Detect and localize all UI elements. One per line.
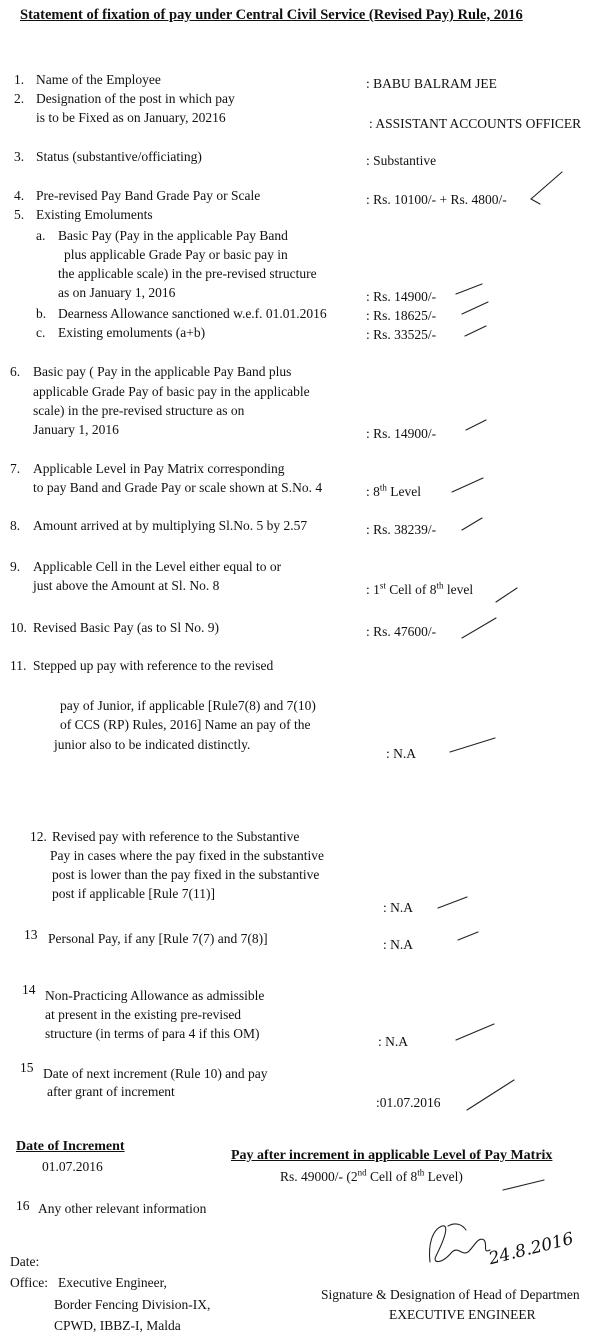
item-label: to pay Band and Grade Pay or scale shown at S.No. 4 — [33, 480, 323, 495]
tick-mark — [456, 1024, 494, 1040]
item-number: 6. — [10, 364, 21, 379]
dearness-allowance-value: : Rs. 18625/- — [366, 308, 437, 323]
signature-date: 24.8.2016 — [486, 1228, 576, 1270]
tick-mark — [496, 588, 517, 602]
item-number: 1. — [14, 72, 25, 87]
item-label: Basic pay ( Pay in the applicable Pay Band plus — [33, 364, 292, 379]
item-label: Existing emoluments (a+b) — [58, 325, 206, 340]
status-value: : Substantive — [366, 153, 437, 168]
item-number: 15 — [20, 1060, 34, 1075]
item-number: 5. — [14, 207, 25, 222]
item-label: structure (in terms of para 4 if this OM) — [45, 1026, 260, 1041]
item-number: 2. — [14, 91, 25, 106]
sub-item-letter: b. — [36, 306, 47, 321]
applicable-cell-value: : 1st Cell of 8th level — [366, 580, 474, 597]
basic-pay-value: : Rs. 14900/- — [366, 289, 437, 304]
item-label: plus applicable Grade Pay or basic pay in — [64, 247, 288, 262]
item-label: Applicable Level in Pay Matrix corresponding — [33, 461, 285, 476]
item-number: 11. — [10, 658, 27, 673]
date-of-increment-value: 01.07.2016 — [42, 1159, 103, 1174]
item-label: Date of next increment (Rule 10) and pay — [43, 1066, 268, 1081]
item-number: 8. — [10, 518, 21, 533]
item-label: post if applicable [Rule 7(11)] — [52, 886, 215, 901]
item-number: 14 — [22, 982, 36, 997]
employee-name-value: : BABU BALRAM JEE — [366, 76, 497, 91]
item-label: Status (substantive/officiating) — [36, 149, 202, 164]
item-number: 4. — [14, 188, 25, 203]
office-line: CPWD, IBBZ-I, Malda — [54, 1318, 181, 1333]
item-label: scale) in the pre-revised structure as on — [33, 403, 245, 418]
tick-mark — [462, 302, 488, 314]
npa-value: : N.A — [378, 1034, 408, 1049]
item-label: pay of Junior, if applicable [Rule7(8) and 7(10) — [60, 698, 316, 713]
item-label: Name of the Employee — [36, 72, 161, 87]
tick-mark — [458, 932, 478, 940]
office-label: Office: — [10, 1275, 48, 1290]
item-label: Amount arrived at by multiplying Sl.No. 5 by 2.57 — [33, 518, 308, 533]
basic-pay-6-value: : Rs. 14900/- — [366, 426, 437, 441]
item-label: Designation of the post in which pay — [36, 91, 235, 106]
item-label: Pay in cases where the pay fixed in the substantive — [50, 848, 325, 863]
item-label: after grant of increment — [47, 1084, 175, 1099]
item-number: 16 — [16, 1198, 30, 1213]
item-number: 10. — [10, 620, 27, 635]
item-label: Dearness Allowance sanctioned w.e.f. 01.01.2016 — [58, 306, 327, 321]
document-title: Statement of fixation of pay under Central Civil Service (Revised Pay) Rule, 2016 — [20, 7, 523, 23]
tick-mark — [452, 478, 483, 492]
pay-level-value: : 8th Level — [366, 482, 422, 499]
item-label: is to be Fixed as on January, 20216 — [36, 110, 226, 125]
tick-mark — [462, 518, 482, 530]
designation-value: : ASSISTANT ACCOUNTS OFFICER — [369, 116, 582, 131]
tick-mark — [465, 326, 486, 336]
revised-basic-pay-value: : Rs. 47600/- — [366, 624, 437, 639]
item-label: Pre-revised Pay Band Grade Pay or Scale — [36, 188, 261, 203]
tick-mark — [467, 1080, 514, 1110]
signature-scribble — [448, 1224, 466, 1230]
tick-mark — [462, 618, 496, 638]
item-label: at present in the existing pre-revised — [45, 1007, 242, 1022]
signature-label: Signature & Designation of Head of Departmen — [321, 1287, 580, 1302]
item-label: the applicable scale) in the pre-revised structure — [58, 266, 317, 281]
item-number: 12. — [30, 829, 47, 844]
item-label: Stepped up pay with reference to the revised — [33, 658, 274, 673]
next-increment-date-value: :01.07.2016 — [376, 1095, 441, 1110]
item-label: of CCS (RP) Rules, 2016] Name an pay of the — [60, 717, 311, 732]
pay-after-increment-value: Rs. 49000/- (2nd Cell of 8th Level) — [280, 1167, 463, 1184]
item-number: 7. — [10, 461, 21, 476]
amount-arrived-value: : Rs. 38239/- — [366, 522, 437, 537]
office-line: Border Fencing Division-IX, — [54, 1297, 211, 1312]
item-label: Any other relevant information — [38, 1201, 207, 1216]
item-label: Personal Pay, if any [Rule 7(7) and 7(8)] — [48, 931, 268, 946]
item-label: Basic Pay (Pay in the applicable Pay Band — [58, 228, 288, 243]
tick-mark — [450, 738, 495, 752]
sub-item-letter: c. — [36, 325, 46, 340]
date-of-increment-heading: Date of Increment — [16, 1139, 125, 1154]
item-label: post is lower than the pay fixed in the substantive — [52, 867, 320, 882]
tick-mark — [438, 897, 467, 908]
item-label: Non-Practicing Allowance as admissible — [45, 988, 265, 1003]
tick-mark — [503, 1180, 544, 1190]
signature-scribble — [430, 1226, 491, 1262]
tick-mark — [456, 284, 482, 294]
signatory-designation: EXECUTIVE ENGINEER — [389, 1307, 536, 1322]
tick-mark — [531, 172, 562, 199]
item-label: junior also to be indicated distinctly. — [54, 737, 251, 752]
item-number: 9. — [10, 559, 21, 574]
tick-mark — [531, 199, 540, 204]
sub-item-letter: a. — [36, 228, 46, 243]
item-label: as on January 1, 2016 — [58, 285, 176, 300]
revised-pay-substantive-value: : N.A — [383, 900, 413, 915]
item-label: Applicable Cell in the Level either equal to or — [33, 559, 282, 574]
item-label: Existing Emoluments — [36, 207, 153, 222]
date-label: Date: — [10, 1254, 40, 1269]
stepped-up-pay-value: : N.A — [386, 746, 416, 761]
item-number: 13 — [24, 927, 38, 942]
pay-after-increment-heading: Pay after increment in applicable Level of Pay Matrix — [231, 1148, 553, 1163]
tick-mark — [466, 420, 486, 430]
item-number: 3. — [14, 149, 25, 164]
office-line: Executive Engineer, — [58, 1275, 167, 1290]
item-label: Revised pay with reference to the Substantive — [52, 829, 300, 844]
existing-emoluments-value: : Rs. 33525/- — [366, 327, 437, 342]
pay-scale-value: : Rs. 10100/- + Rs. 4800/- — [366, 192, 507, 207]
item-label: Revised Basic Pay (as to Sl No. 9) — [33, 620, 219, 635]
personal-pay-value: : N.A — [383, 937, 413, 952]
item-label: January 1, 2016 — [33, 422, 119, 437]
item-label: just above the Amount at Sl. No. 8 — [33, 578, 220, 593]
item-label: applicable Grade Pay of basic pay in the applicable — [33, 384, 310, 399]
